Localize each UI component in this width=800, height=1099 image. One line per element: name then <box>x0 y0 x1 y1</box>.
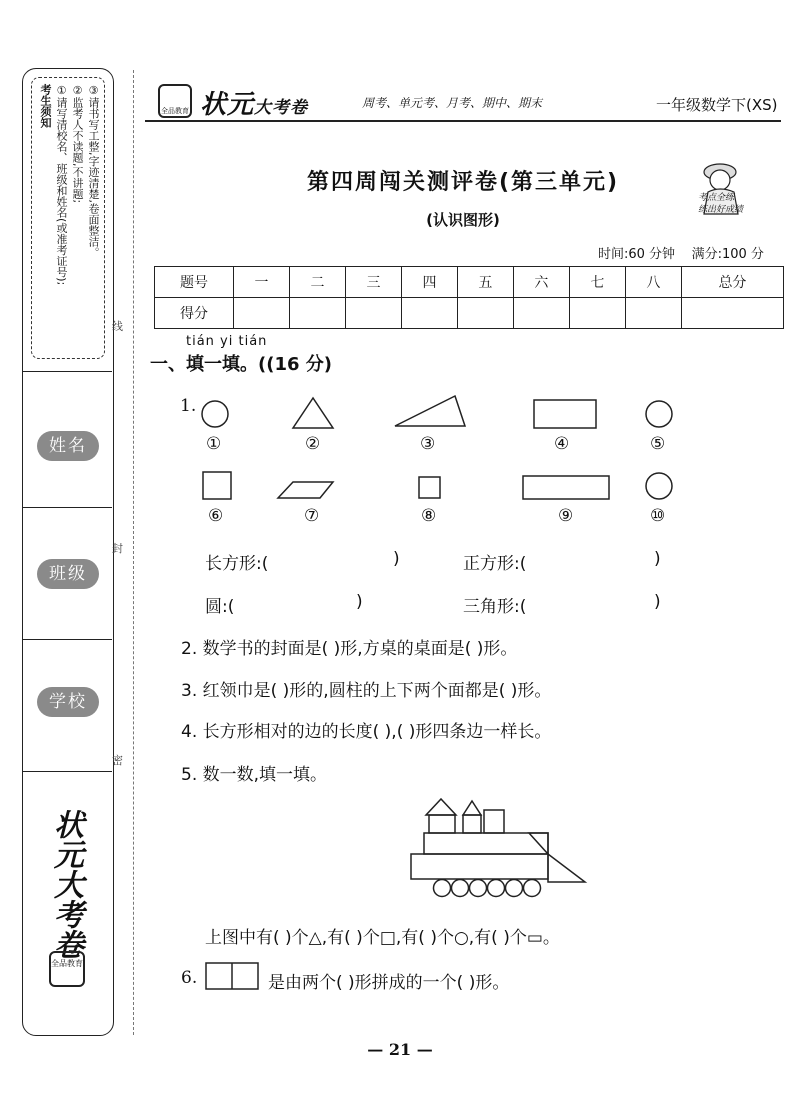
name-field-label: 姓名 <box>37 431 99 461</box>
shape-1-circle <box>202 401 228 427</box>
sidebar-publisher-logo <box>49 951 85 987</box>
two-squares-figure <box>205 962 261 992</box>
score-input-cell[interactable] <box>681 298 783 329</box>
score-input-cell[interactable] <box>569 298 625 329</box>
cut-line <box>133 70 134 1035</box>
notice-line-2: ②监考人不读题,不讲题; <box>71 84 84 204</box>
score-table <box>154 266 784 329</box>
q1-number: 1. <box>180 396 197 416</box>
section-pinyin: tián yi tián <box>186 334 268 349</box>
train-wheel <box>470 880 487 897</box>
shape-label: ① <box>206 434 222 454</box>
score-cell: 二 <box>289 267 345 298</box>
q1-shapes <box>190 392 710 532</box>
train-small-triangle <box>463 801 481 815</box>
sidebar-publisher-text: 全品教育 <box>51 959 83 968</box>
score-cell: 六 <box>513 267 569 298</box>
brand-logo <box>200 84 308 121</box>
score-input-cell[interactable] <box>625 298 681 329</box>
exam-notice-box <box>31 77 105 359</box>
score-input-cell[interactable] <box>457 298 513 329</box>
score-table-score-row <box>155 298 784 329</box>
divider <box>23 371 112 372</box>
question-3: 3. 红领巾是( )形的,圆柱的上下两个面都是( )形。 <box>181 681 552 701</box>
shape-4-rectangle <box>534 400 596 428</box>
score-row-label: 得分 <box>155 298 234 329</box>
class-field-label: 班级 <box>37 559 99 589</box>
brand-main: 状元 <box>200 90 255 120</box>
score-cell: 七 <box>569 267 625 298</box>
full-score: 满分:100 分 <box>691 247 764 262</box>
train-front-triangle <box>548 854 585 882</box>
cut-word-secret: 密 <box>112 754 123 767</box>
time-limit: 时间:60 分钟 <box>598 247 676 262</box>
train-lower-body <box>411 854 548 879</box>
grade-label: 一年级数学下(XS) <box>656 96 778 114</box>
binding-sidebar <box>22 68 114 1036</box>
score-input-cell[interactable] <box>345 298 401 329</box>
shape-10-circle <box>646 473 672 499</box>
train-chimney-square <box>429 815 455 833</box>
answer-circle-label: 圆:( <box>205 597 235 617</box>
answer-square-close: ) <box>654 549 661 569</box>
train-wheel <box>488 880 505 897</box>
divider <box>23 771 112 772</box>
exam-meta <box>598 243 764 262</box>
score-cell: 三 <box>345 267 401 298</box>
sidebar-logo-text: 状元大考卷 <box>48 809 83 959</box>
publisher-logo-text: 全品教育 <box>161 107 189 115</box>
train-wheel <box>434 880 451 897</box>
train-wheel <box>524 880 541 897</box>
shape-8-square <box>419 477 440 498</box>
section-title: 一、填一填。((16 分) <box>150 354 332 375</box>
train-wheel <box>452 880 469 897</box>
divider <box>23 639 112 640</box>
brand-small: 大考卷 <box>254 98 309 118</box>
shape-9-rectangle <box>523 476 609 499</box>
shape-2-triangle <box>293 398 333 428</box>
shape-label: ⑤ <box>650 434 666 454</box>
shape-label: ③ <box>420 434 436 454</box>
cut-word-line: 线 <box>112 320 123 333</box>
header-rule <box>145 120 781 122</box>
answer-triangle-close: ) <box>654 592 661 612</box>
shape-label: ② <box>305 434 321 454</box>
train-cab-square <box>484 810 504 833</box>
score-input-cell[interactable] <box>234 298 290 329</box>
question-6-number: 6. <box>181 968 198 988</box>
answer-triangle-label: 三角形:( <box>463 597 527 617</box>
publisher-logo <box>158 84 192 118</box>
answer-square-label: 正方形:( <box>463 554 527 574</box>
page-title: 第四周闯关测评卷(第三单元) <box>306 170 620 195</box>
train-figure <box>405 795 590 905</box>
question-5: 5. 数一数,填一填。 <box>181 765 328 785</box>
score-cell: 四 <box>401 267 457 298</box>
mascot-caption-2: 练出好成绩 <box>698 205 744 215</box>
train-wheel <box>506 880 523 897</box>
cut-word-seal: 封 <box>112 542 123 555</box>
train-upper-body <box>424 833 548 854</box>
score-cell: 八 <box>625 267 681 298</box>
answer-rectangle-close: ) <box>393 549 400 569</box>
notice-line-3: ③请书写工整,字迹清楚,卷面整洁。 <box>87 84 100 258</box>
score-input-cell[interactable] <box>401 298 457 329</box>
question-5-answer: 上图中有( )个△,有( )个□,有( )个○,有( )个▭。 <box>205 928 560 948</box>
notice-line-1: ①请写清校名、班级和姓名(或准考证号); <box>55 84 68 286</box>
shape-7-parallelogram <box>278 482 333 498</box>
score-cell: 一 <box>234 267 290 298</box>
shape-label: ⑦ <box>304 506 320 526</box>
train-small-square <box>463 815 481 833</box>
shape-label: ⑨ <box>558 506 574 526</box>
shape-label: ⑥ <box>208 506 224 526</box>
shape-label: ⑧ <box>421 506 437 526</box>
shape-label: ④ <box>554 434 570 454</box>
train-chimney-triangle <box>426 799 456 815</box>
question-6-text: 是由两个( )形拼成的一个( )形。 <box>268 973 510 993</box>
score-input-cell[interactable] <box>289 298 345 329</box>
exam-type-tags: 周考、单元考、月考、期中、期末 <box>362 96 543 110</box>
score-table-header-row <box>155 267 784 298</box>
score-cell: 五 <box>457 267 513 298</box>
question-4: 4. 长方形相对的边的长度( ),( )形四条边一样长。 <box>181 722 552 742</box>
mascot-caption-1: 考点全练 <box>698 193 735 203</box>
train-upper-triangle <box>529 833 548 854</box>
page-number: — 21 — <box>367 1040 433 1059</box>
notice-title: 考生须知 <box>39 84 52 128</box>
score-cell: 题号 <box>155 267 234 298</box>
shape-label: ⑩ <box>650 506 666 526</box>
divider <box>23 507 112 508</box>
answer-rectangle-label: 长方形:( <box>205 554 269 574</box>
score-cell: 总分 <box>681 267 783 298</box>
shape-6-square <box>203 472 231 499</box>
answer-circle-close: ) <box>356 592 363 612</box>
shape-5-circle <box>646 401 672 427</box>
school-field-label: 学校 <box>37 687 99 717</box>
shape-3-triangle <box>395 396 465 426</box>
question-2: 2. 数学书的封面是( )形,方桌的桌面是( )形。 <box>181 639 518 659</box>
score-input-cell[interactable] <box>513 298 569 329</box>
page-subtitle: (认识图形) <box>426 211 500 229</box>
